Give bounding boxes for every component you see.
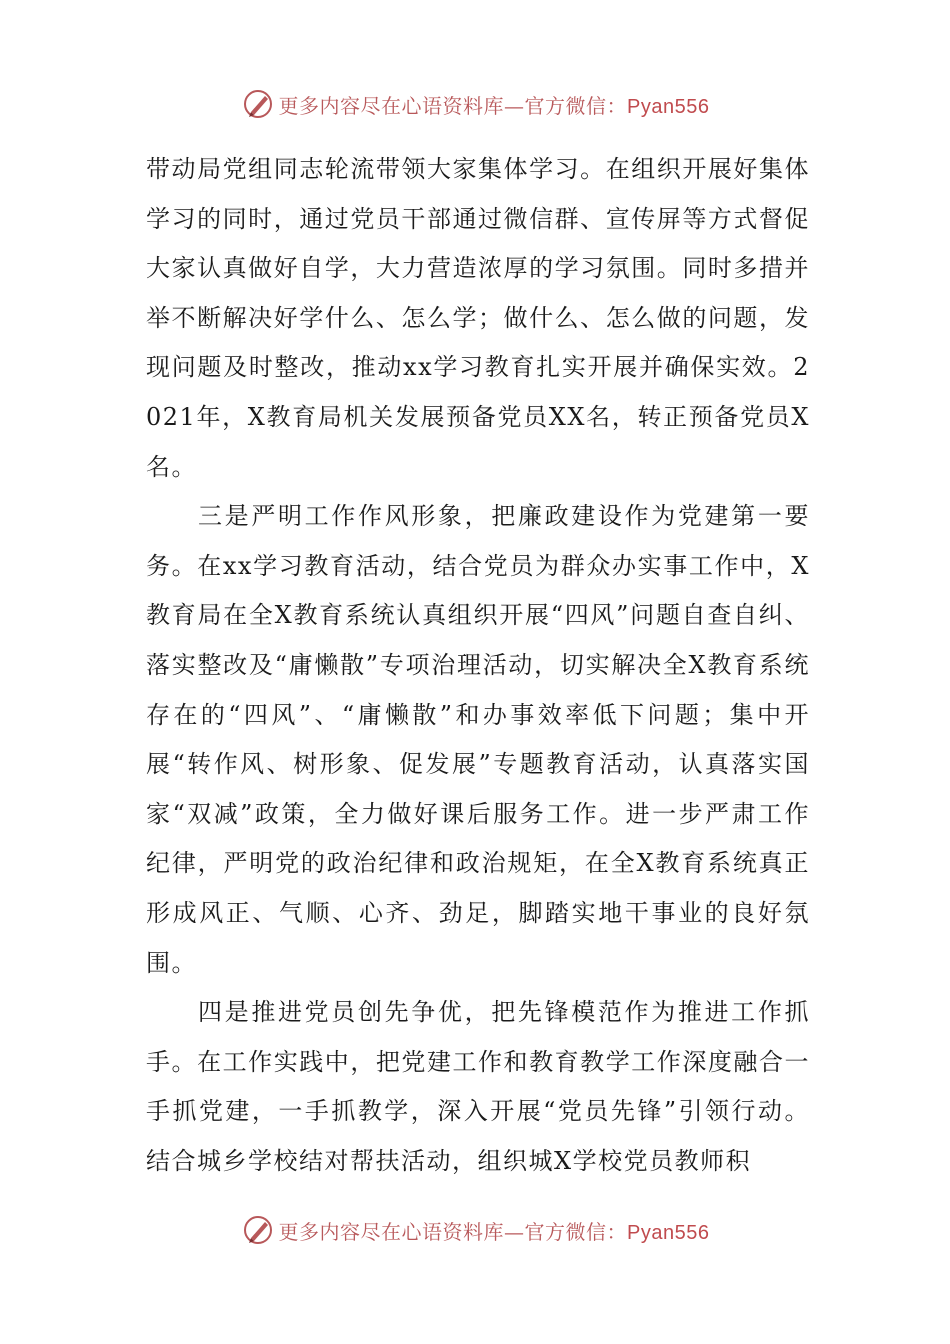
pen-logo-icon (241, 87, 275, 121)
paragraph-continued: 带动局党组同志轮流带领大家集体学习。在组织开展好集体学习的同时，通过党员干部通过微信群、宣传屏等方式督促大家认真做好自学，大力营造浓厚的学习氛围。同时多措并举不断解决好学什么、怎么学；做什么、怎么做的问题，发现问题及时整改，推动xx学习教育扎实开展并确保实效。2021年，X教育局机关发展预备党员XX名，转正预备党员X名。 (146, 155, 810, 481)
document-body (146, 145, 810, 1186)
paragraph-party-members: 四是推进党员创先争优，把先锋模范作为推进工作抓手。在工作实践中，把党建工作和教育教学工作深度融合一手抓党建，一手抓教学，深入开展“党员先锋”引领行动。结合城乡学校结对帮扶活动，组织城X学校党员教师积 (146, 998, 810, 1175)
banner-label: 更多内容尽在心语资料库—官方微信： (278, 1219, 628, 1244)
banner-text (279, 90, 710, 119)
banner-text (279, 1216, 710, 1245)
header-watermark-banner (0, 84, 950, 124)
banner-label: 更多内容尽在心语资料库—官方微信： (278, 93, 628, 118)
footer-watermark-banner (0, 1210, 950, 1250)
banner-wechat-id: Pyan556 (627, 1221, 710, 1244)
paragraph-work-style: 三是严明工作作风形象，把廉政建设作为党建第一要务。在xx学习教育活动，结合党员为群众办实事工作中，X教育局在全X教育系统认真组织开展“四风”问题自查自纠、落实整改及“庸懒散”专项治理活动，切实解决全X教育系统存在的“四风”、“庸懒散”和办事效率低下问题；集中开展“转作风、树形象、促发展”专题教育活动，认真落实国家“双减”政策，全力做好课后服务工作。进一步严肃工作纪律，严明党的政治纪律和政治规矩，在全X教育系统真正形成风正、气顺、心齐、劲足，脚踏实地干事业的良好氛围。 (146, 502, 810, 977)
pen-logo-icon (241, 1213, 275, 1247)
banner-wechat-id: Pyan556 (627, 95, 710, 118)
